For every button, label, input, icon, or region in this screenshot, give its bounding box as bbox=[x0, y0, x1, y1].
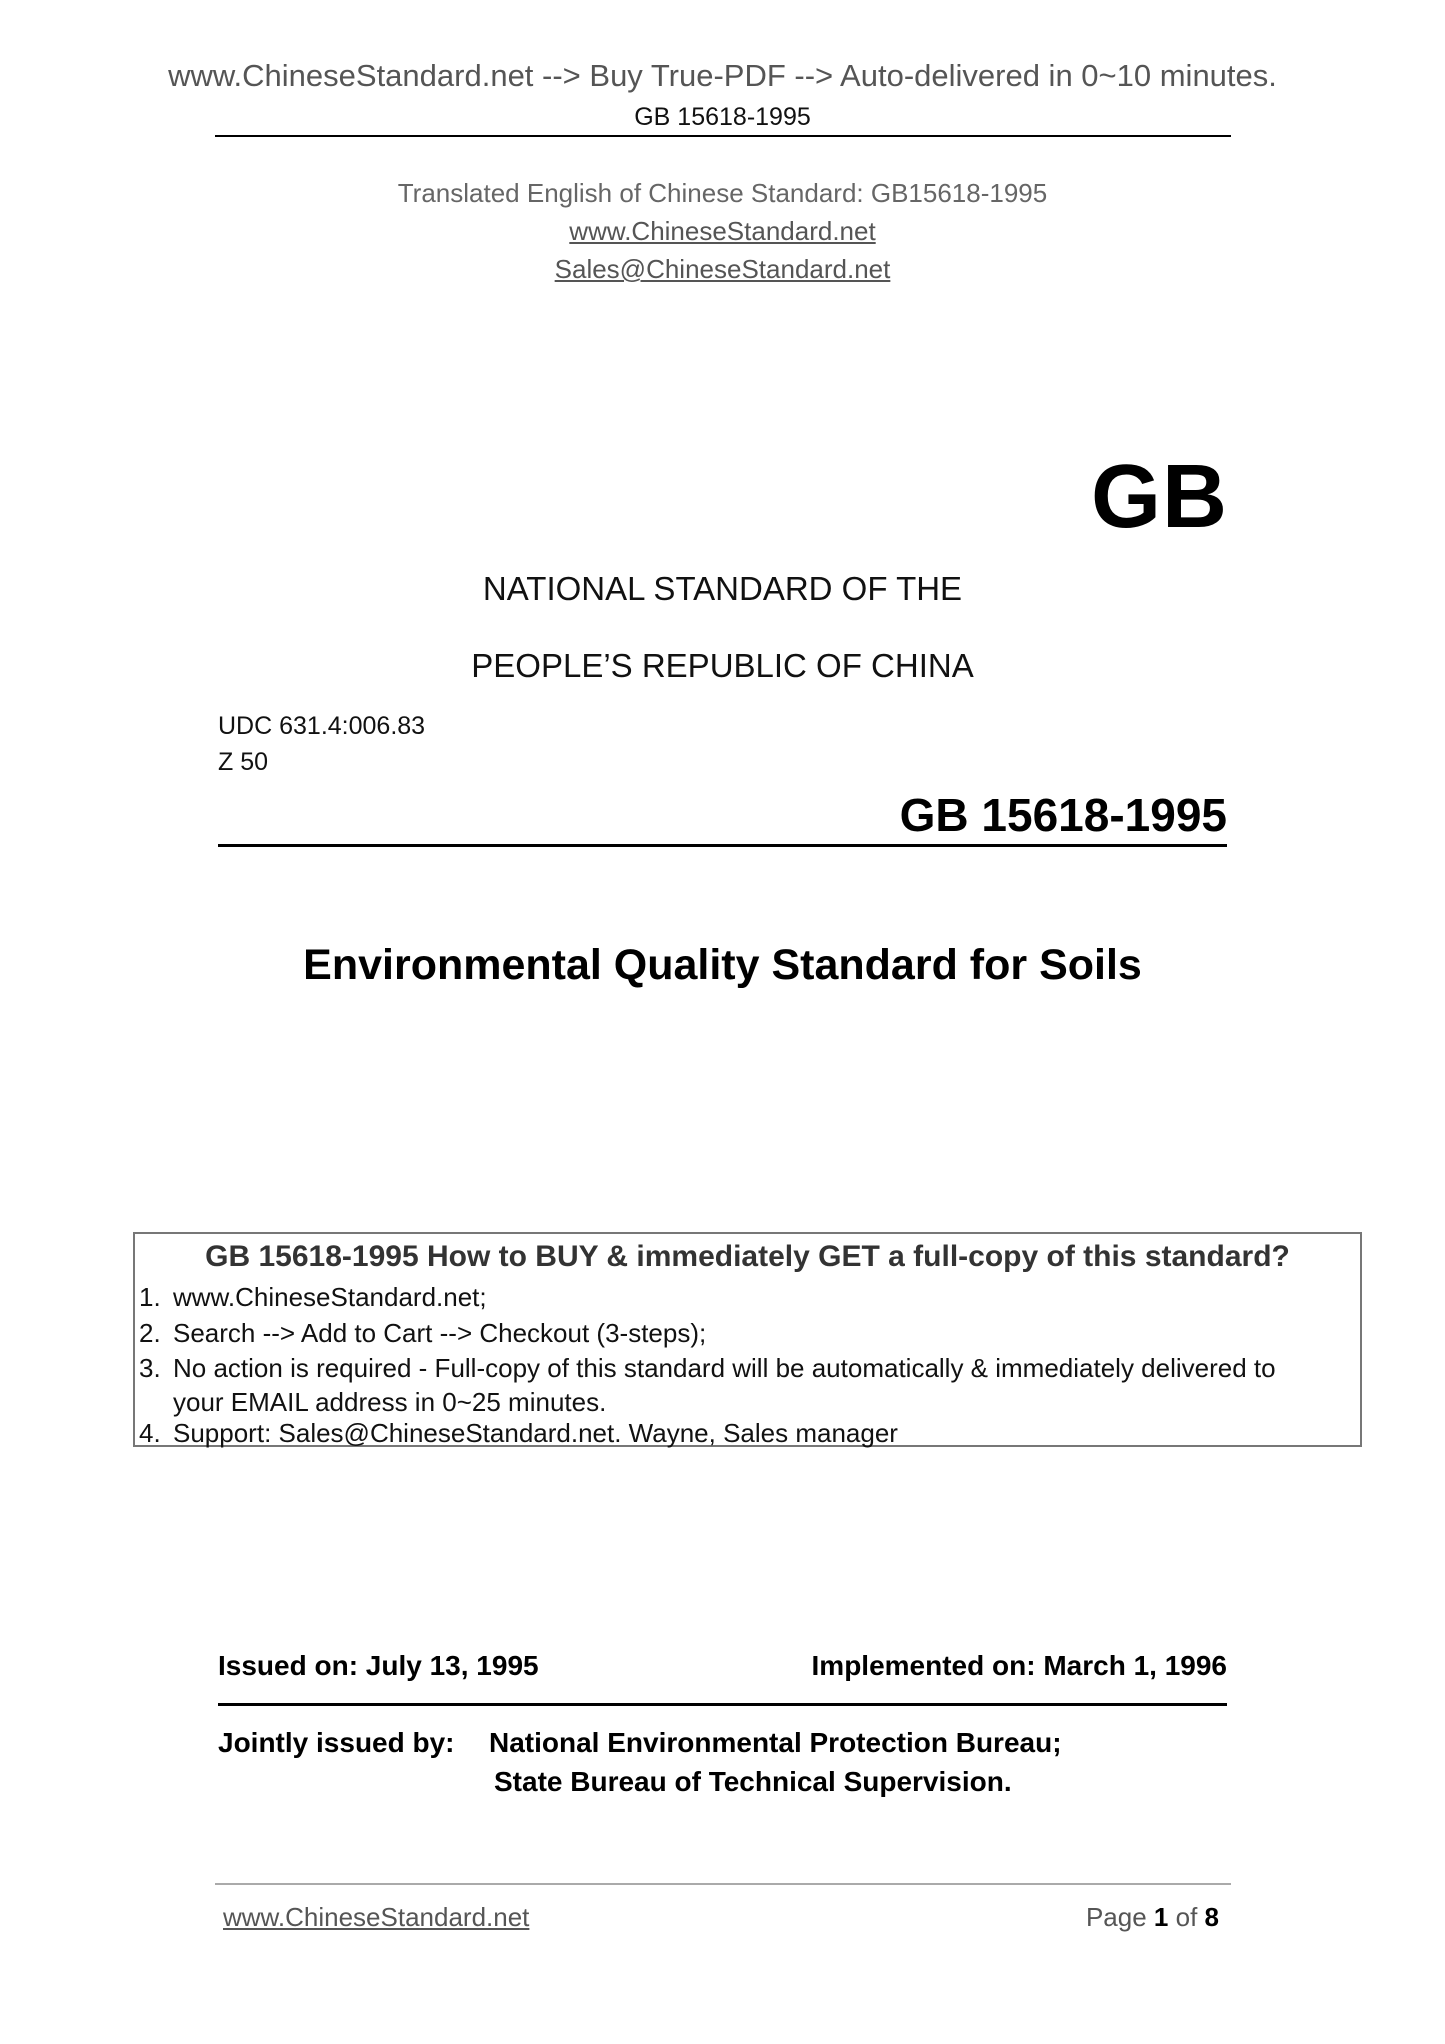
issuer-environmental-bureau: National Environmental Protection Bureau; bbox=[489, 1727, 1062, 1758]
step-text: your EMAIL address in 0~25 minutes. bbox=[173, 1387, 607, 1417]
header-standard-code: GB 15618-1995 bbox=[634, 103, 811, 131]
standard-number-underline bbox=[218, 844, 1227, 847]
jointly-issued-label: Jointly issued by: bbox=[218, 1727, 455, 1758]
footer-divider bbox=[215, 1883, 1231, 1885]
issuer-technical-supervision: State Bureau of Technical Supervision. bbox=[494, 1766, 1012, 1797]
page-middle: of bbox=[1168, 1902, 1205, 1932]
gb-logo-mark: GB bbox=[1091, 447, 1228, 547]
step-text: www.ChineseStandard.net; bbox=[173, 1282, 487, 1312]
implemented-date: Implemented on: March 1, 1996 bbox=[811, 1650, 1227, 1681]
issued-date: Issued on: July 13, 1995 bbox=[218, 1650, 539, 1681]
email-link-row bbox=[0, 254, 1445, 285]
purchase-info-box bbox=[133, 1232, 1362, 1447]
step-text: Support: Sales@ChineseStandard.net. Wayne, Sales manager bbox=[173, 1418, 898, 1448]
website-link-row bbox=[0, 216, 1445, 247]
purchase-step bbox=[139, 1282, 487, 1313]
purchase-step bbox=[139, 1353, 1276, 1384]
purchase-step bbox=[139, 1318, 706, 1349]
standard-number: GB 15618-1995 bbox=[899, 789, 1227, 841]
purchase-box-title: GB 15618-1995 How to BUY & immediately GET a full-copy of this standard? bbox=[205, 1240, 1290, 1273]
page-indicator bbox=[1086, 1902, 1219, 1933]
step-number: 4. bbox=[139, 1418, 161, 1448]
website-link[interactable]: www.ChineseStandard.net bbox=[569, 216, 876, 246]
total-pages: 8 bbox=[1204, 1902, 1219, 1932]
current-page: 1 bbox=[1153, 1902, 1169, 1932]
step-number: 3. bbox=[139, 1353, 161, 1383]
header-divider bbox=[215, 135, 1231, 137]
national-standard-line1: NATIONAL STANDARD OF THE bbox=[482, 570, 963, 607]
issue-divider bbox=[218, 1703, 1227, 1706]
top-banner: www.ChineseStandard.net --> Buy True-PDF --> Auto-delivered in 0~10 minutes. bbox=[168, 58, 1277, 93]
purchase-step-continuation bbox=[139, 1387, 606, 1418]
step-text: No action is required - Full-copy of this standard will be automatically & immediately delivered to bbox=[173, 1353, 1276, 1383]
purchase-step bbox=[139, 1418, 898, 1449]
footer-website-link[interactable]: www.ChineseStandard.net bbox=[223, 1902, 530, 1932]
udc-code: UDC 631.4:006.83 bbox=[218, 712, 426, 740]
national-standard-line2: PEOPLE’S REPUBLIC OF CHINA bbox=[471, 647, 974, 684]
step-number: 2. bbox=[139, 1318, 161, 1348]
step-number: 1. bbox=[139, 1282, 161, 1312]
step-text: Search --> Add to Cart --> Checkout (3-steps); bbox=[173, 1318, 707, 1348]
translated-note: Translated English of Chinese Standard: GB15618-1995 bbox=[397, 178, 1048, 208]
page-prefix: Page bbox=[1085, 1902, 1154, 1932]
email-link[interactable]: Sales@ChineseStandard.net bbox=[554, 254, 891, 284]
classification-code: Z 50 bbox=[218, 748, 269, 776]
document-title: Environmental Quality Standard for Soils bbox=[303, 941, 1142, 989]
